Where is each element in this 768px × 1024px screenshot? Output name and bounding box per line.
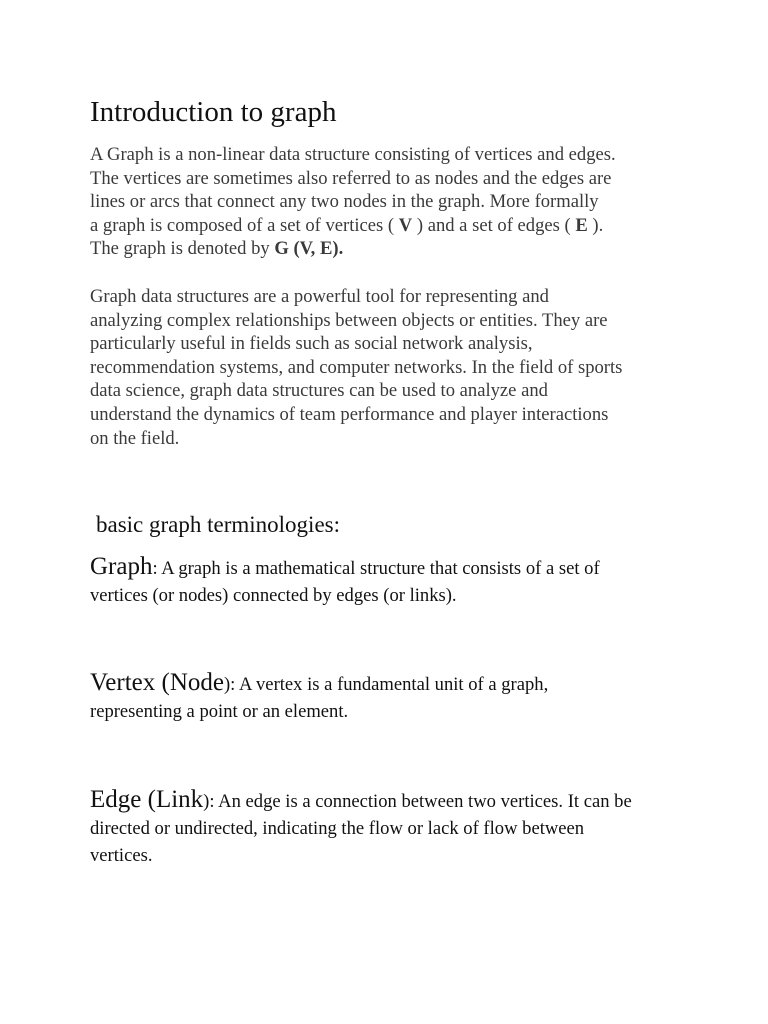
term-vertex-line-1: ): A vertex is a fundamental unit of a graph,: [223, 674, 549, 695]
applications-line-2: analyzing complex relationships between objects or entities. They are: [90, 309, 608, 331]
term-vertex-name: Vertex: [90, 669, 156, 696]
term-vertex-alias: (Node: [155, 669, 224, 696]
vertices-symbol: V: [398, 214, 413, 236]
applications-line-4: recommendation systems, and computer networks. In the field of sports: [90, 356, 623, 378]
intro-paragraph: [90, 143, 680, 261]
applications-paragraph: [90, 285, 680, 450]
edges-symbol: E: [575, 214, 588, 236]
term-graph-line-1: : A graph is a mathematical structure that consists of a set of: [152, 558, 600, 579]
applications-line-6: understand the dynamics of team performance and player interactions: [90, 403, 609, 425]
applications-line-3: particularly useful in fields such as social network analysis,: [90, 333, 533, 355]
applications-line-7: on the field.: [90, 427, 180, 449]
term-edge-line-2: directed or undirected, indicating the flow or lack of flow between: [90, 818, 585, 839]
applications-line-1: Graph data structures are a powerful tool for representing and: [90, 286, 549, 307]
intro-line-3: lines or arcs that connect any two nodes in the graph. More formally: [90, 191, 599, 213]
term-vertex: [90, 669, 680, 725]
term-edge: [90, 786, 680, 869]
term-edge-alias: (Link: [141, 786, 204, 813]
intro-line-4-pre: a graph is composed of a set of vertices (: [90, 214, 399, 236]
intro-line-5-pre: The graph is denoted by: [90, 238, 275, 260]
term-edge-line-3: vertices.: [90, 845, 153, 866]
intro-line-1: A Graph is a non-linear data structure consisting of vertices and edges.: [90, 144, 616, 165]
intro-line-4-mid: ) and a set of edges (: [412, 214, 576, 236]
applications-line-5: data science, graph data structures can be used to analyze and: [90, 380, 548, 402]
term-edge-line-1: ): An edge is a connection between two vertices. It can be: [203, 791, 632, 812]
term-graph-name: Graph: [90, 553, 153, 580]
term-graph: [90, 553, 680, 609]
term-vertex-line-2: representing a point or an element.: [90, 701, 349, 722]
term-graph-line-2: vertices (or nodes) connected by edges (or links).: [90, 585, 457, 606]
intro-line-2: The vertices are sometimes also referred to as nodes and the edges are: [90, 167, 612, 189]
intro-line-4-post: ).: [587, 214, 604, 236]
section-heading: basic graph terminologies:: [96, 512, 340, 537]
page-title: Introduction to graph: [90, 96, 337, 128]
graph-notation: G (V, E).: [274, 238, 344, 260]
term-edge-name: Edge: [90, 786, 142, 813]
